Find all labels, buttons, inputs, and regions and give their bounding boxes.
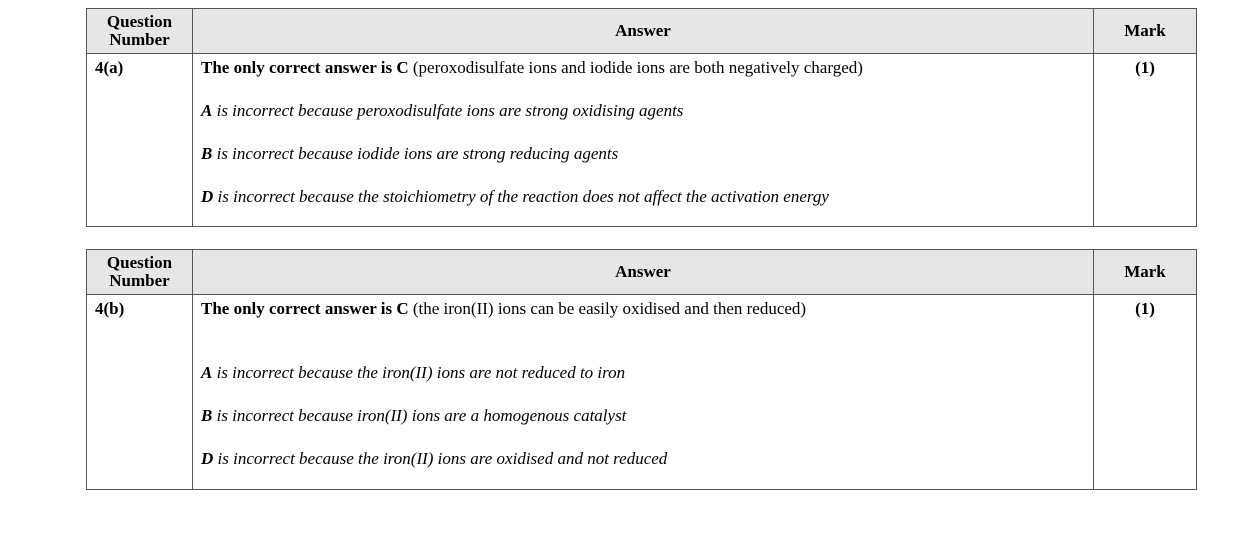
mark-scheme-table-4a xyxy=(86,8,1197,227)
option-letter: D xyxy=(201,187,214,206)
option-letter: B xyxy=(201,144,213,163)
option-explanation: is incorrect because iodide ions are strong reducing agents xyxy=(212,144,619,163)
correct-answer-lead: The only correct answer is C xyxy=(201,299,409,318)
mark-header: Mark xyxy=(1094,9,1197,54)
incorrect-option-line xyxy=(201,101,1085,121)
option-explanation: is incorrect because the iron(II) ions are oxidised and not reduced xyxy=(213,449,668,468)
correct-answer-line xyxy=(201,58,1085,78)
answer-header: Answer xyxy=(193,9,1094,54)
correct-answer-lead: The only correct answer is C xyxy=(201,58,409,77)
option-letter: A xyxy=(201,101,213,120)
mark-header: Mark xyxy=(1094,250,1197,295)
mark-value: (1) xyxy=(1094,295,1197,490)
option-explanation: is incorrect because the iron(II) ions are not reduced to iron xyxy=(212,363,626,382)
header-row xyxy=(87,250,1197,295)
incorrect-option-line xyxy=(201,144,1085,164)
answer-header: Answer xyxy=(193,250,1094,295)
incorrect-option-line xyxy=(201,363,1085,383)
incorrect-option-line xyxy=(201,187,1085,207)
option-explanation: is incorrect because peroxodisulfate ions are strong oxidising agents xyxy=(212,101,684,120)
answer-cell xyxy=(193,295,1094,490)
question-number-header: Question Number xyxy=(87,250,193,295)
option-explanation: is incorrect because the stoichiometry of the reaction does not affect the activation energy xyxy=(213,187,829,206)
answer-cell xyxy=(193,54,1094,227)
question-number: 4(a) xyxy=(87,54,193,227)
answer-row xyxy=(87,54,1197,227)
question-number: 4(b) xyxy=(87,295,193,490)
mark-value: (1) xyxy=(1094,54,1197,227)
question-number-header: Question Number xyxy=(87,9,193,54)
option-explanation: is incorrect because iron(II) ions are a homogenous catalyst xyxy=(212,406,627,425)
header-row xyxy=(87,9,1197,54)
option-letter: A xyxy=(201,363,213,382)
incorrect-option-line xyxy=(201,449,1085,469)
incorrect-option-line xyxy=(201,406,1085,426)
option-letter: B xyxy=(201,406,213,425)
correct-answer-reason: (peroxodisulfate ions and iodide ions are both negatively charged) xyxy=(408,58,863,77)
correct-answer-line xyxy=(201,299,1085,319)
answer-row xyxy=(87,295,1197,490)
option-letter: D xyxy=(201,449,214,468)
mark-scheme-table-4b xyxy=(86,249,1197,490)
correct-answer-reason: (the iron(II) ions can be easily oxidised and then reduced) xyxy=(408,299,807,318)
